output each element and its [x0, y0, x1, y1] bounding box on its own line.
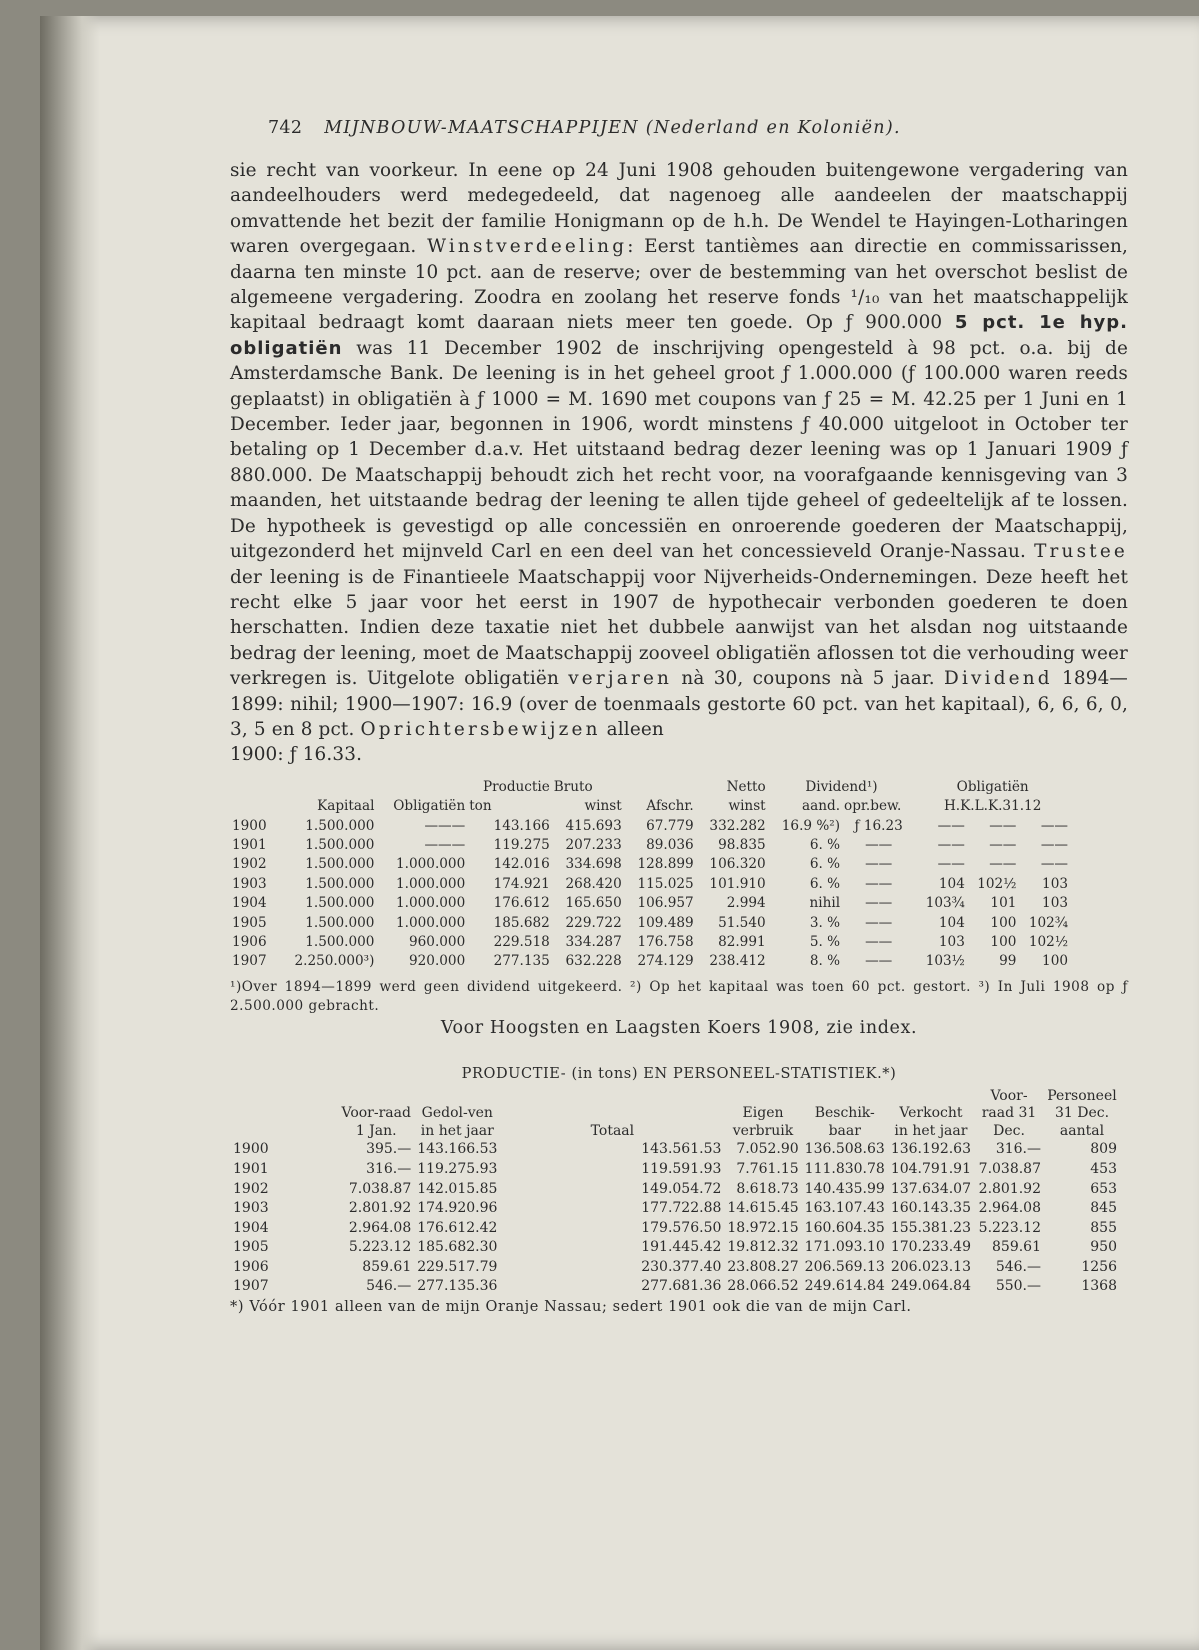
table-cell: 103: [1042, 895, 1068, 912]
table-cell: 170.233.49: [890, 1239, 971, 1256]
table-cell: 104: [938, 875, 965, 892]
table-cell: ——: [865, 856, 893, 873]
table-cell: 653: [1090, 1180, 1117, 1197]
table-cell: 1907: [232, 953, 267, 970]
col-header: Personeel 31 Dec. aantal: [1047, 1087, 1117, 1139]
col-header: Dividend¹): [805, 778, 878, 795]
table-cell: 2.801.92: [348, 1200, 412, 1217]
text-run: sie recht van voorkeur. In eene op 24 Juni 1908 gehouden buitengewone vergadering van aandeelhouders werd medegedeeld, dat nagenoeg alle aandeelen der maatschappij omvattende het bezit der familie Honigmann op de h.h. De Wendel te Hayingen-Lotharingen waren overgegaan.: [230, 160, 1128, 258]
table-cell: 136.508.63: [804, 1141, 885, 1158]
table-cell: 1.500.000: [305, 895, 375, 912]
table-cell: 102½: [1028, 934, 1068, 950]
table-cell: 28.066.52: [727, 1278, 799, 1295]
table-cell: ——: [865, 953, 893, 970]
table-cell: 23.808.27: [727, 1258, 799, 1275]
table-cell: 191.445.42: [641, 1239, 722, 1256]
table-cell: 143.166: [493, 817, 550, 834]
table-row: [230, 1180, 1120, 1200]
table-cell: ——: [865, 895, 893, 912]
table-cell: 1905: [232, 914, 267, 931]
col-header: aand.: [802, 798, 841, 815]
table-cell: 82.991: [718, 934, 766, 950]
table-cell: 179.576.50: [641, 1219, 722, 1236]
text-run: was 11 December 1902 de inschrijving opengesteld à 98 pct. o.a. bij de Amsterdamsche Bank. De leening is in het geheel groot ƒ 1.000.000 (ƒ 100.000 waren reeds geplaatst) in obligatiën à ƒ 1000 = M. 1690 met coupons van ƒ 25 = M. 42.25 per 1 Juni en 1 December. Ieder jaar, begonnen in 1906, wordt minstens ƒ 40.000 uitgeloot in October ter betaling op 1 December d.a.v. Het uitstaand bedrag dezer leening was op 1 Januari 1909 ƒ 880.000. De Maatschappij behoudt zich het recht voor, na voorafgaande kennisgeving van 3 maanden, het uitstaande bedrag der leening te allen tijde geheel of gedeeltelijk af te lossen. De hypotheek is gevestigd op alle concessiën en onroerende goederen der Maatschappij, uitgezonderd het mijnveld Carl en een deel van het concessieveld Oranje-Nassau.: [230, 337, 1128, 563]
table-cell: 5.223.12: [348, 1239, 412, 1256]
table-cell: 1.500.000: [305, 934, 375, 950]
table-cell: 16.9 %²): [781, 817, 841, 834]
table-cell: 2.250.000³): [294, 953, 375, 970]
table-cell: 7.038.87: [978, 1160, 1041, 1177]
table-cell: 1902: [233, 1180, 269, 1197]
table-row: [230, 1219, 1120, 1239]
table-cell: ———: [424, 836, 466, 853]
spaced-term-verjaren: verjaren: [568, 668, 673, 690]
financial-table: [230, 778, 1070, 972]
table-cell: nihil: [809, 895, 841, 912]
table-cell: 1905: [233, 1239, 269, 1256]
table-cell: 119.275: [493, 836, 550, 853]
col-header: H.K.L.K.31.12: [943, 798, 1042, 815]
col-header: Bruto: [553, 778, 593, 795]
table-cell: 185.682.30: [417, 1239, 498, 1256]
table-cell: 332.282: [709, 817, 766, 834]
table-cell: 1.000.000: [396, 856, 466, 873]
table-header-row: [230, 1088, 1120, 1141]
table-cell: 149.054.72: [641, 1180, 722, 1197]
header-title: MIJNBOUW-MAATSCHAPPIJEN (Nederland en Koloniën).: [324, 118, 901, 138]
table-cell: 176.612.42: [417, 1219, 498, 1236]
table-cell: ——: [865, 914, 893, 931]
table-cell: ———: [424, 817, 466, 834]
table-cell: ——: [937, 856, 965, 873]
table-cell: 1.000.000: [396, 875, 466, 892]
table-cell: 274.129: [637, 953, 694, 970]
table-cell: 103½: [925, 953, 965, 970]
table-cell: 1.500.000: [305, 875, 375, 892]
table-cell: 1368: [1081, 1278, 1117, 1295]
table-cell: 7.052.90: [736, 1141, 799, 1158]
table-row: [230, 894, 1070, 913]
table-cell: 1900: [232, 817, 267, 834]
col-header: Productie: [483, 778, 550, 795]
table-cell: ——: [937, 836, 965, 853]
table-row: [230, 1160, 1120, 1180]
col-header: Eigen verbruik: [732, 1105, 794, 1139]
table-cell: 1901: [232, 836, 267, 853]
table-cell: 176.758: [637, 934, 694, 950]
table-row: [230, 1238, 1120, 1258]
text-run: alleen: [600, 718, 664, 740]
table-cell: 101.910: [709, 875, 766, 892]
table-cell: 2.964.08: [978, 1200, 1041, 1217]
table-cell: 137.634.07: [890, 1180, 971, 1197]
table-cell: 229.518: [493, 934, 550, 950]
table-cell: 859.61: [362, 1258, 412, 1275]
col-header: Voor-raad 1 Jan.: [341, 1105, 411, 1139]
table-cell: 1900: [233, 1141, 269, 1158]
col-header: Totaal: [590, 1122, 635, 1139]
table-cell: 415.693: [565, 817, 622, 834]
table-row: [230, 933, 1070, 952]
table-cell: ——: [989, 836, 1017, 853]
table-cell: 176.612: [493, 895, 550, 912]
table-cell: 1903: [232, 875, 267, 892]
table-cell: 3. %: [809, 914, 841, 931]
table-cell: 2.994: [726, 895, 766, 912]
table-cell: 1.500.000: [305, 914, 375, 931]
table-notes: ¹)Over 1894—1899 werd geen dividend uitgekeerd. ²) Op het kapitaal was toen 60 pct. gestort. ³) In Juli 1908 op ƒ 2.500.000 gebracht.: [230, 978, 1128, 1014]
table-cell: 100: [1042, 953, 1068, 970]
table-cell: 165.650: [565, 895, 622, 912]
table-row: [230, 817, 1070, 836]
table-cell: 960.000: [409, 934, 466, 950]
table-row: [230, 1277, 1120, 1297]
table-cell: 99: [999, 953, 1017, 970]
table-cell: 185.682: [493, 914, 550, 931]
table-cell: 206.023.13: [890, 1258, 971, 1275]
table-cell: 7.761.15: [736, 1160, 799, 1177]
table-cell: 119.591.93: [641, 1160, 722, 1177]
table-cell: 89.036: [646, 836, 694, 853]
table-cell: 14.615.45: [727, 1200, 799, 1217]
table-cell: 950: [1090, 1239, 1117, 1256]
table-cell: 143.561.53: [641, 1141, 722, 1158]
table-cell: 115.025: [637, 875, 694, 892]
table-cell: 334.287: [565, 934, 622, 950]
table-cell: ƒ 16.23: [854, 817, 903, 834]
table-cell: 229.722: [565, 914, 622, 931]
table-cell: 142.016: [493, 856, 550, 873]
col-header: Obligatiën: [956, 778, 1029, 795]
table-cell: 109.489: [637, 914, 694, 931]
table-cell: 6. %: [809, 856, 841, 873]
table-cell: 102¾: [1028, 914, 1068, 931]
col-header: Obligatiën: [393, 798, 466, 815]
table-cell: 238.412: [709, 953, 766, 970]
table-cell: ——: [865, 875, 893, 892]
table-cell: 174.921: [493, 875, 550, 892]
col-header: Gedol-ven in het jaar: [420, 1105, 494, 1139]
fraction: ¹/₁₀: [850, 287, 880, 309]
text-run: nà 30, coupons nà 5 jaar.: [672, 668, 944, 690]
table-cell: 546.—: [366, 1278, 412, 1295]
table-row: [230, 836, 1070, 855]
table-cell: 316.—: [366, 1160, 412, 1177]
table-cell: 6. %: [809, 875, 841, 892]
table-cell: 845: [1090, 1200, 1117, 1217]
table-cell: 140.435.99: [804, 1180, 885, 1197]
table-cell: 2.964.08: [348, 1219, 412, 1236]
table-cell: 106.957: [637, 895, 694, 912]
table-cell: ——: [865, 934, 893, 950]
table-cell: 103: [938, 934, 965, 950]
statistics-table: [230, 1088, 1120, 1297]
table-cell: 1.000.000: [396, 895, 466, 912]
table-cell: 103: [1042, 875, 1068, 892]
table-cell: 136.192.63: [890, 1141, 971, 1158]
table-cell: 128.899: [637, 856, 694, 873]
table-cell: 1901: [233, 1160, 269, 1177]
col-header: Voor-raad 31 Dec.: [981, 1087, 1037, 1139]
table-cell: 316.—: [995, 1141, 1041, 1158]
table-cell: 277.681.36: [641, 1278, 722, 1295]
table-cell: 268.420: [565, 875, 622, 892]
table-cell: 855: [1090, 1219, 1117, 1236]
table-cell: 98.835: [718, 836, 766, 853]
table-cell: 1904: [233, 1219, 269, 1236]
table-cell: 859.61: [992, 1239, 1041, 1256]
table-cell: 160.604.35: [804, 1219, 885, 1236]
col-header: Kapitaal: [317, 798, 375, 815]
table-row: [230, 855, 1070, 874]
table-row: [230, 952, 1070, 971]
text-run: 1894—1899: nihil; 1900—1907: 16.9 (over de toenmaals gestorte 60 pct. van het kapitaal), 6, 6, 6, 0, 3, 5 en 8 pct.: [230, 668, 1128, 740]
table-cell: 100: [990, 934, 1017, 950]
body-paragraph: [230, 158, 1128, 768]
table-cell: 160.143.35: [890, 1200, 971, 1217]
col-header: Netto: [726, 778, 766, 795]
table-cell: 111.830.78: [804, 1160, 885, 1177]
table-cell: ——: [937, 817, 965, 834]
table-row: [230, 1258, 1120, 1278]
table-cell: 104.791.91: [890, 1160, 971, 1177]
running-header: [268, 118, 1128, 138]
table-cell: ——: [865, 836, 893, 853]
table-cell: 119.275.93: [417, 1160, 498, 1177]
table-cell: 7.038.87: [348, 1180, 412, 1197]
table-cell: 5. %: [809, 934, 841, 950]
table-header-row: [230, 778, 1070, 797]
table-cell: 100: [990, 914, 1017, 931]
text-run: der leening is de Finantieele Maatschappij voor Nijverheids-Ondernemingen. Deze heeft het recht elke 5 jaar voor het eerst in 1907 de hypothecair verbonden goederen te doen herschatten. Indien deze taxatie niet het dubbele aanwijst van het alsdan nog uitstaande bedrag der leening, moet de Maatschappij zooveel obligatiën aflossen tot die verhouding weer verkregen is. Uitgelote obligatiën: [230, 566, 1128, 690]
text-run: van het maatschappelijk kapitaal bedraagt komt daaraan niets meer ten goede. Op ƒ 900.000: [230, 287, 1129, 334]
table-cell: 5.223.12: [978, 1219, 1041, 1236]
table-cell: 249.064.84: [890, 1278, 971, 1295]
table-cell: 1.500.000: [305, 836, 375, 853]
text-run: : Eerst tantièmes aan directie en commissarissen, daarna ten minste 10 pct. aan de reserve; over de bestemming van het overschot beslist de algemeene vergadering. Zoodra en zoolang het reserve fonds: [230, 236, 1128, 309]
text-run: 1900: ƒ 16.33.: [230, 744, 363, 766]
table-cell: 395.—: [366, 1141, 412, 1158]
table-cell: 19.812.32: [727, 1239, 799, 1256]
col-header: winst: [584, 798, 622, 815]
table-cell: 546.—: [995, 1258, 1041, 1275]
table-cell: 809: [1090, 1141, 1117, 1158]
table-cell: 1907: [233, 1278, 269, 1295]
table-cell: 229.517.79: [417, 1258, 498, 1275]
table-cell: 163.107.43: [804, 1200, 885, 1217]
table-cell: ——: [1040, 836, 1068, 853]
spaced-term-oprichtersbewijzen: Oprichtersbewijzen: [360, 718, 601, 740]
table-cell: 920.000: [409, 953, 466, 970]
spaced-term-dividend: Dividend: [944, 668, 1053, 690]
table-cell: 632.228: [565, 953, 622, 970]
table-cell: 101: [990, 895, 1017, 912]
table-cell: 453: [1090, 1160, 1117, 1177]
book-page: [40, 16, 1199, 1650]
table-cell: 106.320: [709, 856, 766, 873]
col-header: Beschik-baar: [814, 1105, 875, 1139]
table-cell: 8. %: [809, 953, 841, 970]
table-cell: 174.920.96: [417, 1200, 498, 1217]
table-row: [230, 1199, 1120, 1219]
table-header-row: [230, 797, 1070, 816]
spaced-term-trustee: Trustee: [1034, 541, 1128, 563]
col-header: winst: [728, 798, 766, 815]
page-number: 742: [268, 118, 303, 138]
table-cell: 2.801.92: [978, 1180, 1041, 1197]
table-cell: 102½: [977, 875, 1017, 892]
bold-term-obligatien: 5 pct. 1e hyp. obligatiën: [230, 312, 1128, 359]
table-cell: 143.166.53: [417, 1141, 498, 1158]
table-cell: 277.135: [493, 953, 550, 970]
table-cell: 104: [938, 914, 965, 931]
table-cell: ——: [989, 856, 1017, 873]
table-cell: 550.—: [995, 1278, 1041, 1295]
table-cell: 1904: [232, 895, 267, 912]
col-header: Verkocht in het jaar: [894, 1105, 968, 1139]
koers-reference: Voor Hoogsten en Laagsten Koers 1908, zie index.: [440, 1017, 918, 1038]
table-row: [230, 875, 1070, 894]
table-cell: 1902: [232, 856, 267, 873]
col-header: ton: [469, 798, 492, 815]
table-cell: 8.618.73: [736, 1180, 799, 1197]
table-cell: 51.540: [718, 914, 766, 931]
spaced-term-winstverdeeling: Winstverdeeling: [427, 236, 628, 258]
statistics-footnote: *) Vóór 1901 alleen van de mijn Oranje Nassau; sedert 1901 ook die van de mijn Carl.: [230, 1299, 912, 1316]
table-cell: ——: [1040, 856, 1068, 873]
table-cell: 1.500.000: [305, 817, 375, 834]
table-cell: 142.015.85: [417, 1180, 498, 1197]
table-cell: 1906: [232, 934, 267, 950]
table-cell: ——: [989, 817, 1017, 834]
table-cell: 155.381.23: [890, 1219, 971, 1236]
table-cell: 18.972.15: [727, 1219, 799, 1236]
table-cell: 6. %: [809, 836, 841, 853]
table-cell: 103¾: [925, 895, 965, 912]
page-content: [230, 118, 1128, 1315]
table-cell: 230.377.40: [641, 1258, 722, 1275]
table-cell: 1903: [233, 1200, 269, 1217]
col-header: opr.bew.: [844, 798, 902, 815]
table-cell: 1.000.000: [396, 914, 466, 931]
table-cell: 207.233: [565, 836, 622, 853]
statistics-title: PRODUCTIE- (in tons) EN PERSONEEL-STATISTIEK.*): [461, 1065, 897, 1082]
table-cell: 67.779: [646, 817, 694, 834]
table-row: [230, 1140, 1120, 1160]
table-cell: 171.093.10: [804, 1239, 885, 1256]
table-cell: 277.135.36: [417, 1278, 498, 1295]
table-cell: ——: [1040, 817, 1068, 834]
table-cell: 1906: [233, 1258, 269, 1275]
table-row: [230, 914, 1070, 933]
table-cell: 334.698: [565, 856, 622, 873]
table-cell: 1256: [1081, 1258, 1117, 1275]
table-cell: 177.722.88: [641, 1200, 722, 1217]
table-cell: 206.569.13: [804, 1258, 885, 1275]
table-cell: 1.500.000: [305, 856, 375, 873]
col-header: Afschr.: [646, 798, 694, 815]
table-cell: 249.614.84: [804, 1278, 885, 1295]
